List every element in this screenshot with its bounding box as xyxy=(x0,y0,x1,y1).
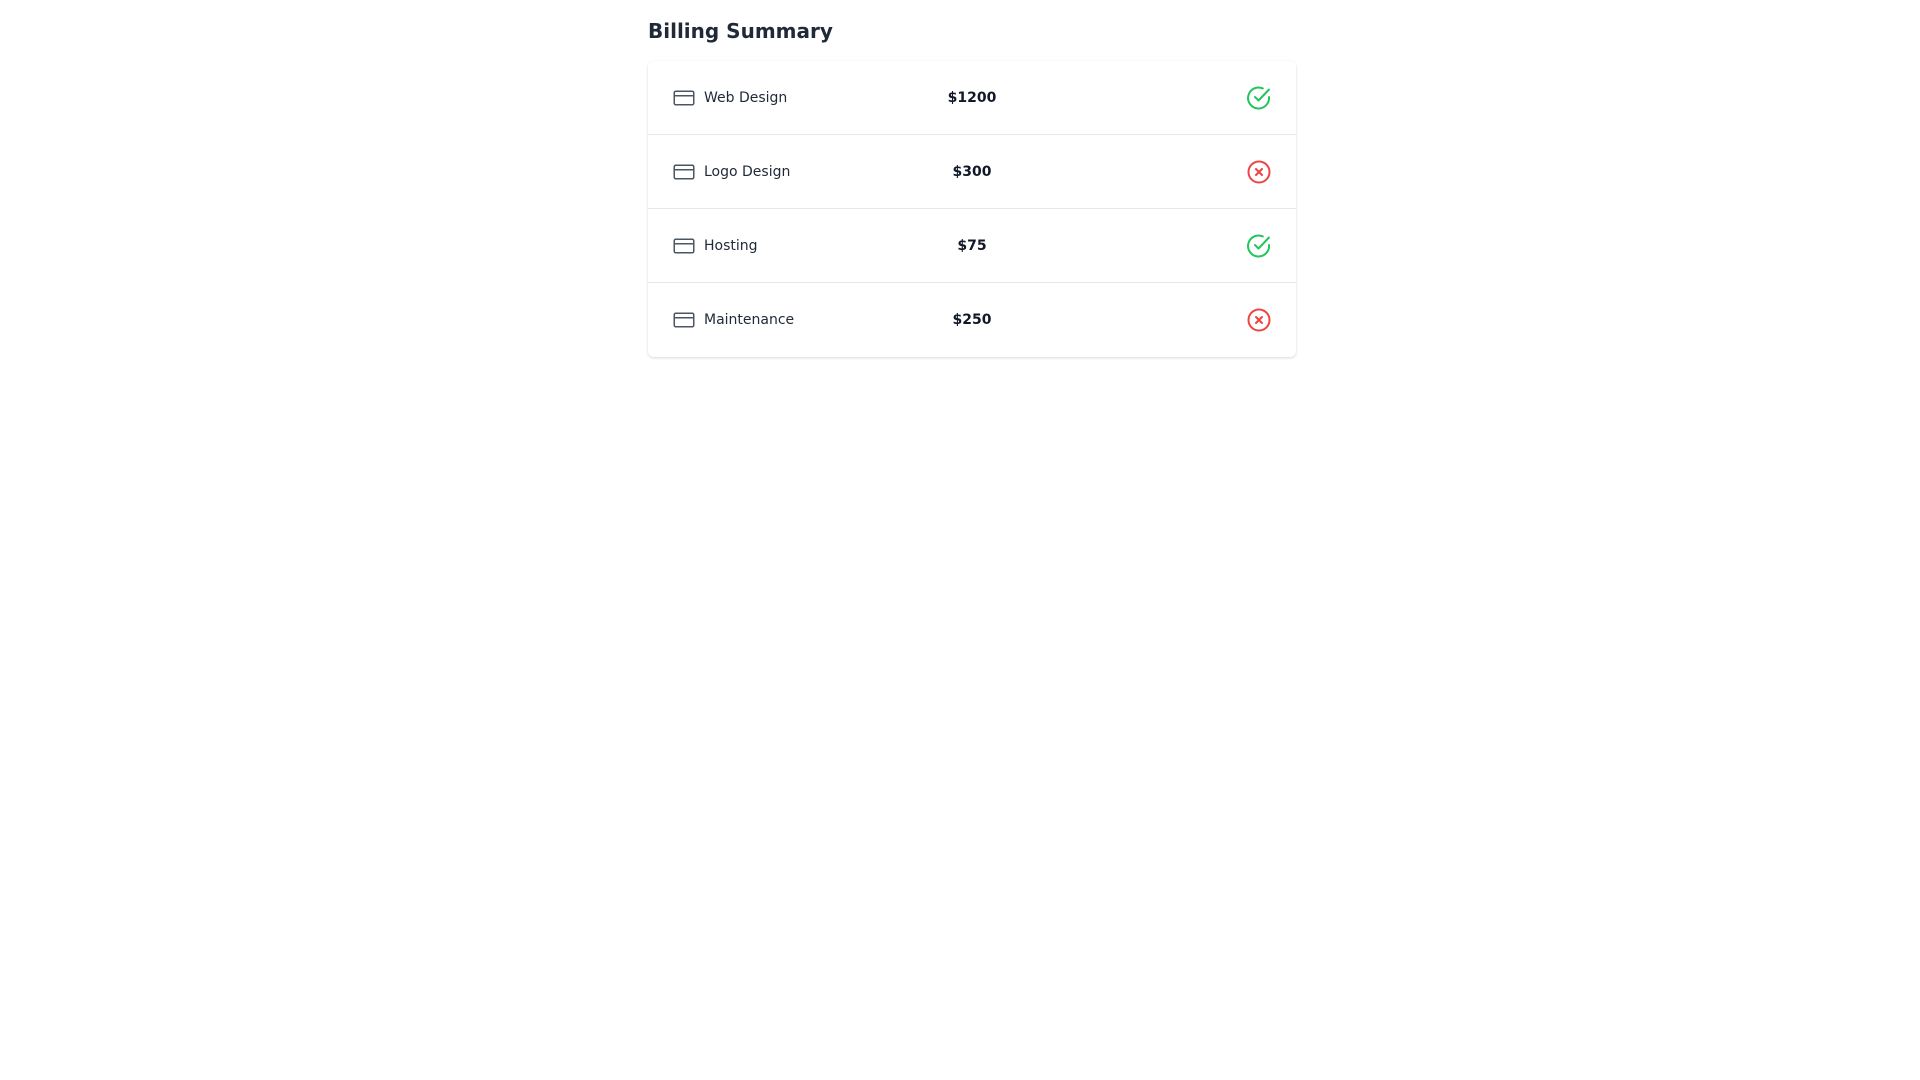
check-circle-icon[interactable] xyxy=(1246,233,1272,259)
page-title: Billing Summary xyxy=(648,19,833,43)
billing-row xyxy=(648,61,1296,135)
credit-card-icon xyxy=(672,160,696,184)
billing-amount: $75 xyxy=(957,237,987,254)
billing-item xyxy=(672,86,972,110)
billing-row xyxy=(648,283,1296,357)
check-circle-icon[interactable] xyxy=(1246,85,1272,111)
billing-row xyxy=(648,209,1296,283)
billing-list xyxy=(648,61,1296,357)
billing-item xyxy=(672,234,972,258)
x-circle-icon[interactable] xyxy=(1246,159,1272,185)
credit-card-icon xyxy=(672,308,696,332)
credit-card-icon xyxy=(672,86,696,110)
billing-amount: $250 xyxy=(952,312,992,328)
billing-item xyxy=(672,160,972,184)
billing-item-label: Maintenance xyxy=(704,312,795,328)
billing-item-label: Hosting xyxy=(704,237,758,254)
billing-item xyxy=(672,308,972,332)
billing-amount: $1200 xyxy=(947,89,997,106)
credit-card-icon xyxy=(672,234,696,258)
billing-item-label: Logo Design xyxy=(704,163,791,180)
billing-amount: $300 xyxy=(952,163,992,180)
billing-item-label: Web Design xyxy=(704,89,788,106)
billing-row xyxy=(648,135,1296,209)
billing-summary-section xyxy=(648,0,1296,357)
x-circle-icon[interactable] xyxy=(1246,307,1272,333)
